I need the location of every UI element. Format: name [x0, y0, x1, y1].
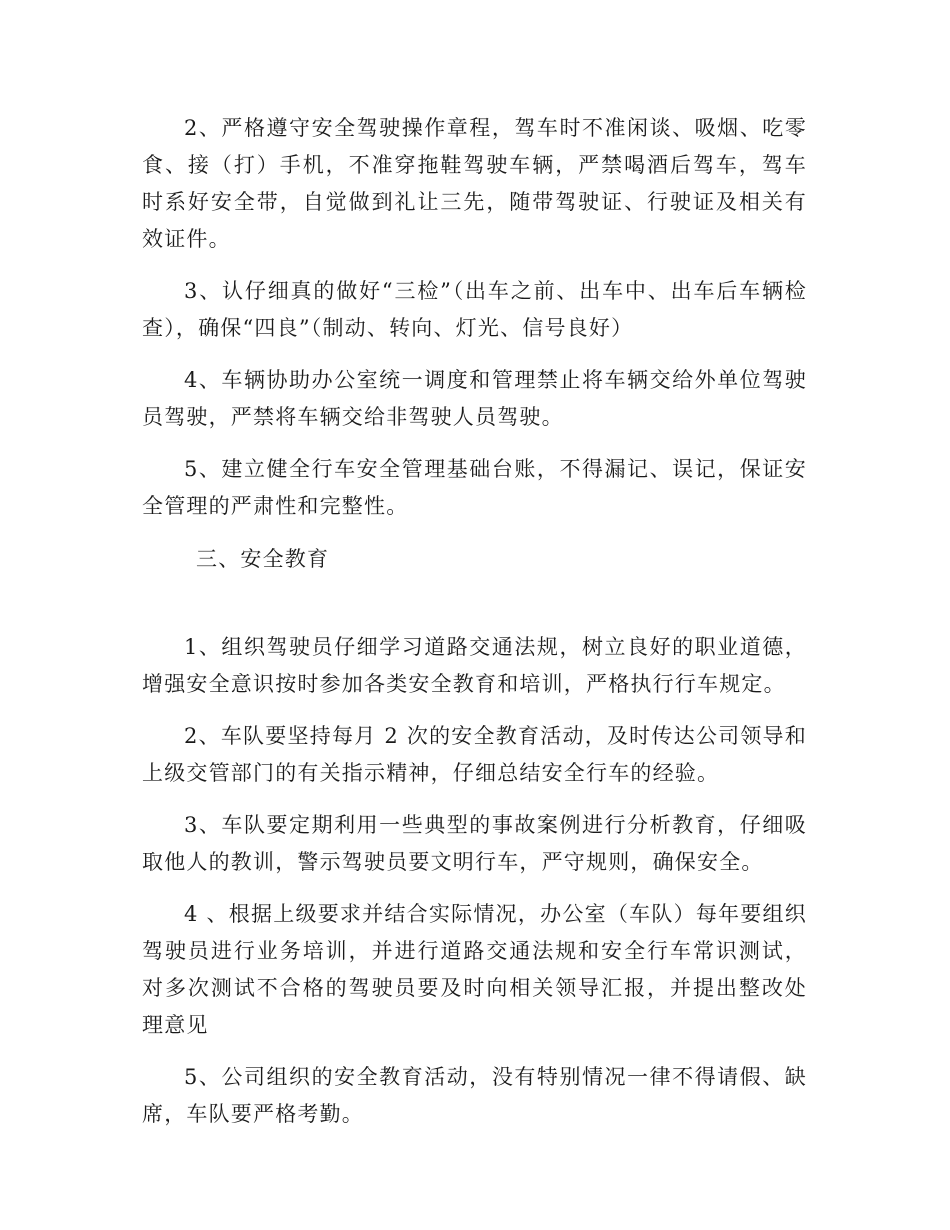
- section-paragraph-2: 2、车队要坚持每月 2 次的安全教育活动，及时传达公司领导和上级交管部门的有关指示精神，仔细总结安全行车的经验。: [142, 724, 807, 785]
- paragraph-item-3: 3、认仔细真的做好“三检”（出车之前、出车中、出车后车辆检查），确保“四良”（制动、转向、灯光、信号良好）: [142, 279, 807, 340]
- section-heading: 三、安全教育: [196, 547, 330, 571]
- paragraph-item-5: 5、建立健全行车安全管理基础台账，不得漏记、误记，保证安全管理的严肃性和完整性。: [142, 457, 807, 518]
- paragraph-item-4: 4、车辆协助办公室统一调度和管理禁止将车辆交给外单位驾驶员驾驶，严禁将车辆交给非驾驶人员驾驶。: [142, 368, 807, 429]
- paragraph-item-2: 2、严格遵守安全驾驶操作章程，驾车时不准闲谈、吸烟、吃零食、接（打）手机，不准穿拖鞋驾驶车辆，严禁喝酒后驾车，驾车时系好安全带，自觉做到礼让三先，随带驾驶证、行驶证及相关有效证件。: [142, 116, 807, 251]
- section-paragraph-5: 5、公司组织的安全教育活动，没有特别情况一律不得请假、缺席，车队要严格考勤。: [142, 1065, 807, 1126]
- section-paragraph-1: 1、组织驾驶员仔细学习道路交通法规，树立良好的职业道德，增强安全意识按时参加各类安全教育和培训，严格执行行车规定。: [142, 635, 807, 696]
- section-paragraph-3: 3、车队要定期利用一些典型的事故案例进行分析教育，仔细吸取他人的教训，警示驾驶员要文明行车，严守规则，确保安全。: [142, 813, 807, 874]
- section-paragraph-4: 4 、根据上级要求并结合实际情况，办公室（车队）每年要组织驾驶员进行业务培训，并进行道路交通法规和安全行车常识测试，对多次测试不合格的驾驶员要及时向相关领导汇报，并提出整改处理意见: [142, 902, 807, 1037]
